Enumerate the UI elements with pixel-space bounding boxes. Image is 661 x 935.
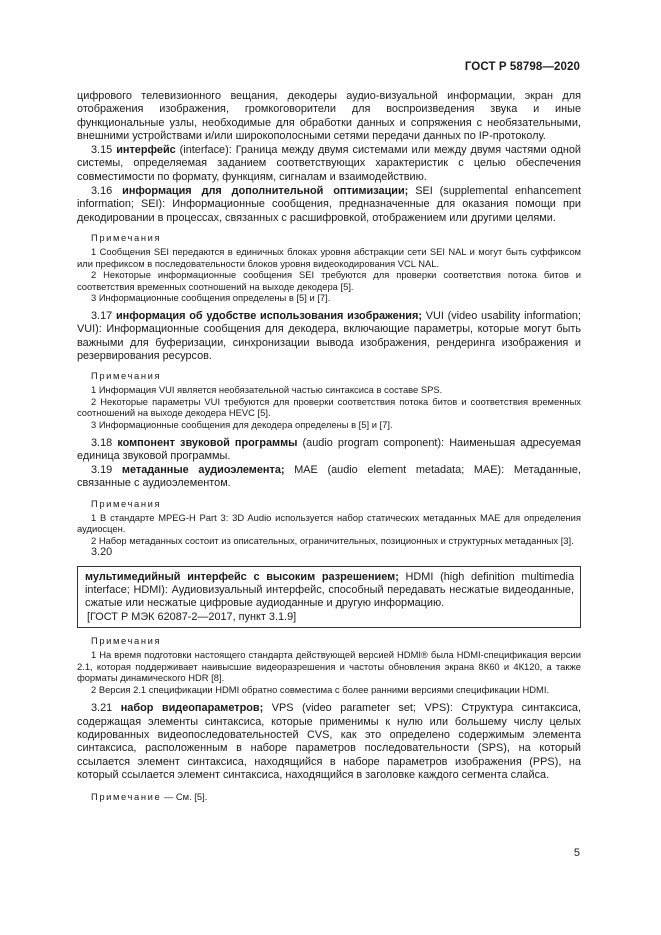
note-item: 2 Некоторые параметры VUI требуются для проверки соответствия потока битов и соответствия временных соотношений на выходе декодера HEVC [5]. xyxy=(77,395,581,419)
note-item: 3 Информационные сообщения для декодера определены в [5] и [7]. xyxy=(91,418,393,430)
note-label: Примечание xyxy=(91,791,162,803)
term-definition: (interface): Граница между двумя системами или между двумя частями одной системы, определяемая заданием соответствующих характеристик с целью обеспечения совместимости по формату, функциям, сигналам и взаимодействию. xyxy=(77,144,581,183)
document-body xyxy=(77,90,581,803)
term-definition: (audio program component): Наименьшая адресуемая единица звуковой программы. xyxy=(77,436,582,462)
term-3-18 xyxy=(77,437,581,464)
term-title: интерфейс xyxy=(116,144,176,157)
quoted-definition-box xyxy=(77,566,581,628)
note-item: 1 Информация VUI является необязательной частью синтаксиса в составе SPS. xyxy=(91,384,443,396)
note-item: 1 В стандарте MPEG-H Part 3: 3D Audio используется набор статических метаданных MAE для определения аудиосцен. xyxy=(77,511,581,535)
term-title: метаданные аудиоэлемента; xyxy=(121,464,285,477)
note-item: 2 Набор метаданных состоит из описательных, ограничительных, позиционных и структурных метаданных [3]. xyxy=(91,534,574,546)
term-number-3-20: 3.20 xyxy=(91,546,113,559)
term-title: информация для дополнительной оптимизации; xyxy=(122,185,409,198)
term-definition: VUI (video usability information; VUI): Информационные сообщения для декодера, включающие параметры, которые могут быть важными для буферизации, синхронизации вывода изображения, рендеринга изображения и резервирования ресурсов. xyxy=(77,309,581,362)
page-number: 5 xyxy=(573,847,580,859)
term-number: 3.18 xyxy=(91,436,113,449)
note-item: 3 Информационные сообщения определены в [5] и [7]. xyxy=(91,292,331,304)
note-item: 1 Сообщения SEI передаются в единичных блоках уровня абстракции сети SEI NAL и могут быть суффиксом или префиксом в последовательности блоков уровня видеокодирования VCL NAL. xyxy=(77,245,581,269)
term-3-19 xyxy=(77,464,581,491)
term-number: 3.15 xyxy=(91,144,113,157)
term-number: 3.16 xyxy=(91,185,113,198)
term-title: мультимедийный интерфейс с высоким разрешением; xyxy=(85,570,399,583)
single-note xyxy=(77,790,581,803)
intro-paragraph: цифрового телевизионного вещания, декодеры аудио-визуальной информации, экран для отображения изображения, громкоговорители для воспроизведения звука и иные функциональные узлы, необходимые для обработки данных и сопряжения с необязательными, внешними устройствами и/или широкополосными сетями передачи данных по IP-протоколу. xyxy=(77,90,581,142)
standard-header: ГОСТ Р 58798—2020 xyxy=(464,61,580,73)
term-3-16 xyxy=(77,185,581,225)
term-definition: MAE (audio element metadata; MAE): Метаданные, связанные с аудиоэлементом. xyxy=(77,464,582,490)
notes-heading: Примечания xyxy=(91,231,162,243)
term-3-17 xyxy=(77,310,581,363)
term-definition: VPS (video parameter set; VPS): Структура синтаксиса, содержащая элементы синтаксиса, которые применимы к нулю или большему числу целых кодированных видеопоследовательностей CVS, как это определено содержимым элемента синтаксиса, расположенным в наборе параметров последовательности (SPS), на который ссылается элемент синтаксиса, находящийся в наборе параметров изображения (PPS), на который ссылается элемент синтаксиса, находящийся в заголовке каждого сегмента слайса. xyxy=(77,702,582,781)
term-number: 3.21 xyxy=(91,702,113,715)
term-3-21 xyxy=(77,702,581,782)
note-item: 2 Версия 2.1 спецификации HDMI обратно совместима с более ранними версиями спецификации HDMI. xyxy=(91,683,550,695)
term-title: набор видеопараметров; xyxy=(120,702,264,715)
term-3-15 xyxy=(77,144,581,184)
note-text: — См. [5]. xyxy=(161,791,208,803)
term-definition: SEI (supplemental enhancement information; SEI): Информационные сообщения, предназначенные для оказания помощи при декодировании в процессах, связанных с расшифровкой, отображением или другими целями. xyxy=(77,185,581,224)
term-title: компонент звуковой программы xyxy=(117,436,298,449)
term-title: информация об удобстве использования изображения; xyxy=(115,309,422,322)
notes-heading: Примечания xyxy=(91,497,162,509)
notes-heading: Примечания xyxy=(91,634,162,646)
term-3-20 xyxy=(85,571,574,611)
note-item: 1 На время подготовки настоящего стандарта действующей версией HDMI® была HDMI-спецификация версии 2.1, которая поддерживает наивысшие видеоразрешения и частоты обновления экрана 8К60 и 4К120, а также форматы динамического HDR [8]. xyxy=(77,648,581,684)
term-number: 3.17 xyxy=(91,309,113,322)
term-number: 3.19 xyxy=(91,464,113,477)
notes-heading: Примечания xyxy=(91,370,162,382)
note-item: 2 Некоторые информационные сообщения SEI требуются для проверки соответствия потока битов и соответствия временных соотношений на выходе декодера [5]. xyxy=(77,269,581,292)
source-reference: [ГОСТ Р МЭК 62087-2—2017, пункт 3.1.9] xyxy=(87,610,297,623)
term-definition: HDMI (high definition multimedia interface; HDMI): Аудиовизуальный интерфейс, способный передавать несжатые видеоданные, сжатые или несжатые цифровые аудиоданные и другую информацию. xyxy=(85,570,574,610)
